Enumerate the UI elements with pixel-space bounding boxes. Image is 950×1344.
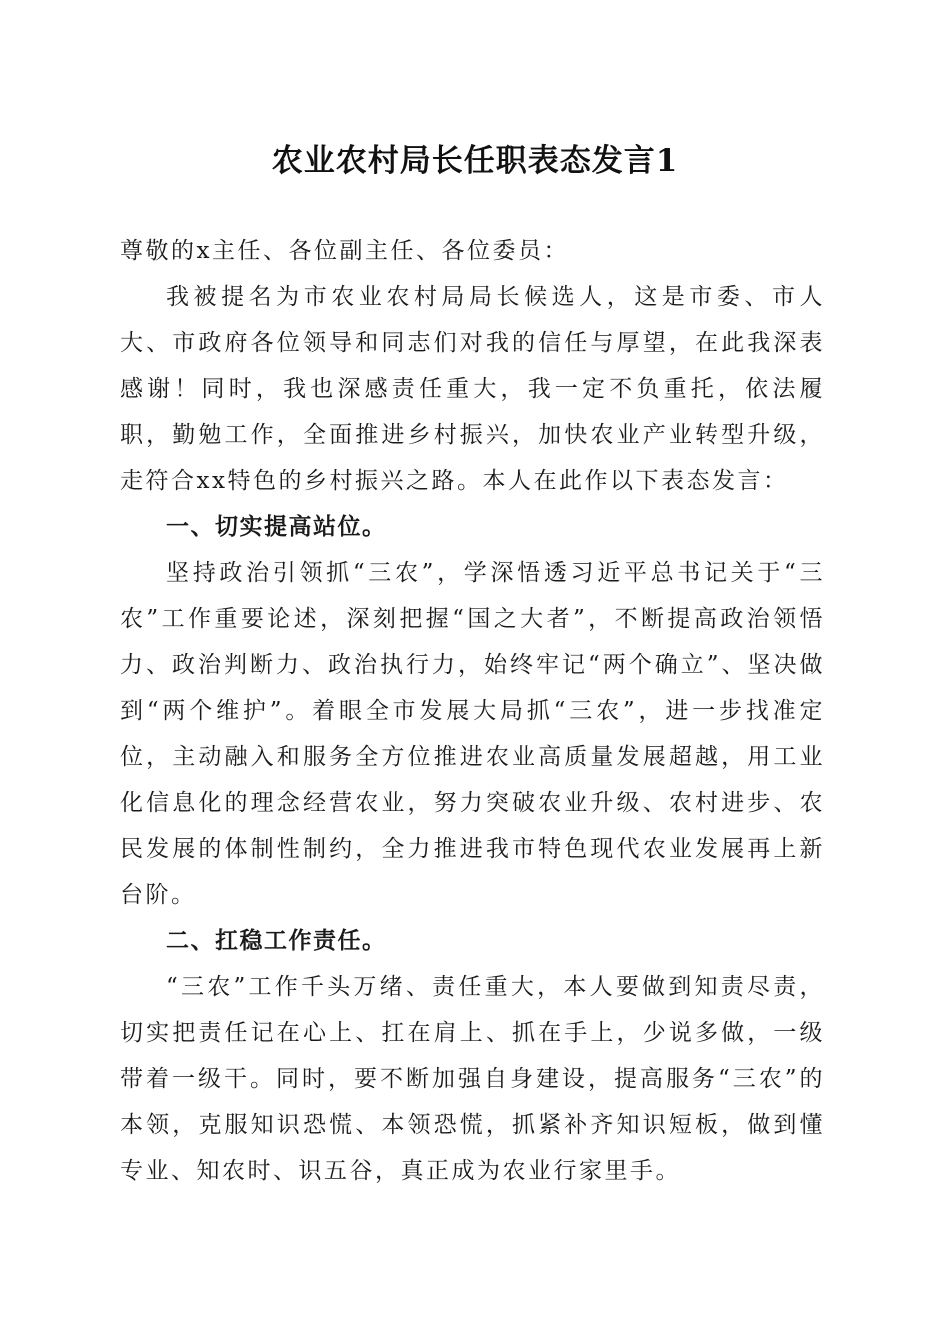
document-title: 农业农村局长任职表态发言1	[271, 143, 679, 179]
section-body-1: 坚持政治引领抓“三农”，学深悟透习近平总书记关于“三农”工作重要论述，深刻把握“国之大者”，不断提高政治领悟力、政治判断力、政治执行力，始终牢记“两个确立”、坚决做到“两个维护”。着眼全市发展大局抓“三农”，进一步找准定位，主动融入和服务全方位推进农业高质量发展超越，用工业化信息化的理念经营农业，努力突破农业升级、农村进步、农民发展的体制性制约，全力推进我市特色现代农业发展再上新台阶。	[120, 560, 825, 908]
section-body-2: “三农”工作千头万绪、责任重大，本人要做到知责尽责，切实把责任记在心上、扛在肩上、抓在手上，少说多做，一级带着一级干。同时，要不断加强自身建设，提高服务“三农”的本领，克服知识恐慌、本领恐慌，抓紧补齐知识短板，做到懂专业、知农时、识五谷，真正成为农业行家里手。	[120, 974, 825, 1184]
salutation: 尊敬的x主任、各位副主任、各位委员：	[120, 238, 569, 264]
section-heading-1: 一、切实提高站位。	[166, 514, 387, 540]
section-heading-2: 二、扛稳工作责任。	[166, 928, 387, 954]
intro-paragraph: 我被提名为市农业农村局局长候选人，这是市委、市人大、市政府各位领导和同志们对我的信任与厚望，在此我深表感谢！同时，我也深感责任重大，我一定不负重托，依法履职，勤勉工作，全面推进乡村振兴，加快农业产业转型升级，走符合xx特色的乡村振兴之路。本人在此作以下表态发言：	[120, 284, 825, 494]
document-body	[120, 228, 825, 1194]
